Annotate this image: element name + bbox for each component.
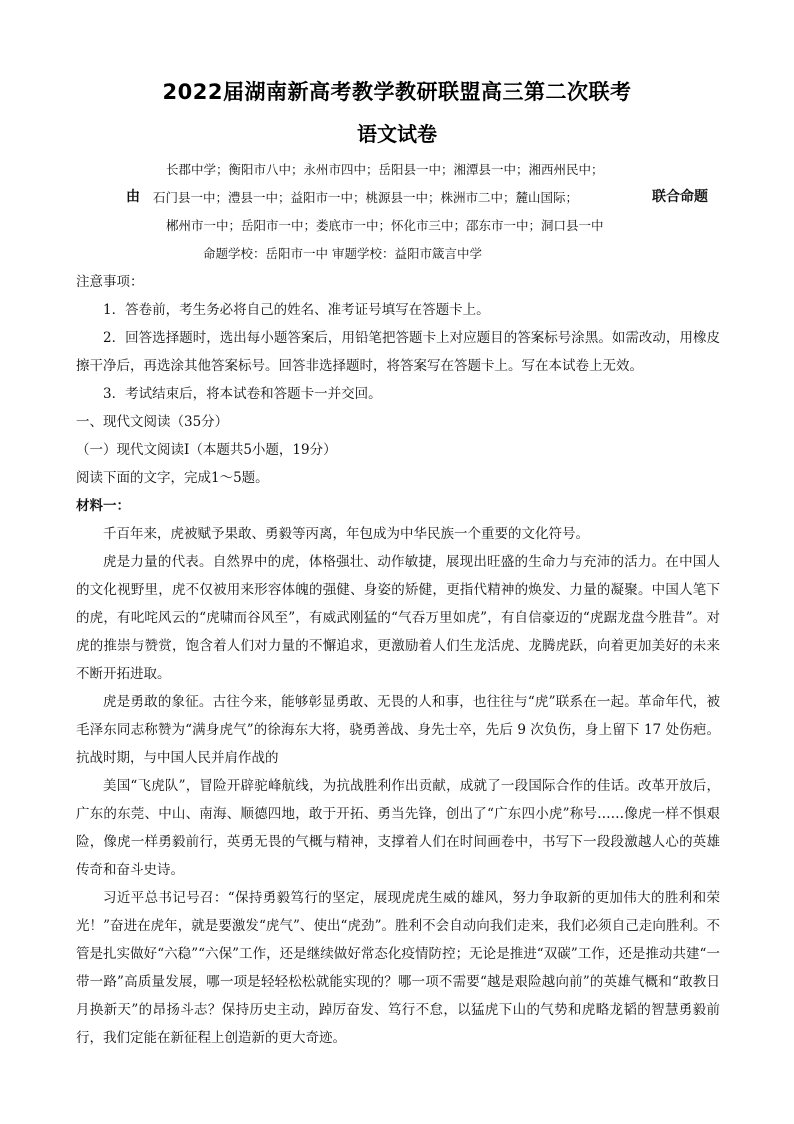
notes-heading: 注意事项：: [76, 274, 144, 290]
exam-title: 2022届湖南新高考教学教研联盟高三第二次联考: [162, 80, 632, 104]
schools-prefix: 由: [126, 189, 140, 205]
article-paragraph: 虎是力量的代表。自然界中的虎，体格强壮、动作敏捷，展现出旺盛的生命力与充沛的活力。在中国人的文化视野里，虎不仅被用来形容体魄的强健、身姿的矫健，更指代精神的焕发、力量的凝聚。中国人笔下的虎，有叱咤风云的“虎啸而谷风至”，有威武刚猛的“气吞万里如虎”，有自信豪迈的“虎踞龙盘今胜昔”。对虎的推崇与赞赏，饱含着人们对力量的不懈追求，更激励着人们生龙活虎、龙腾虎跃，向着更加美好的未来不断开拓进取。: [76, 554, 720, 682]
schools-line-3: 郴州市一中；岳阳市一中；娄底市一中；怀化市三中；邵东市一中；洞口县一中: [166, 218, 604, 233]
section-heading: 一、现代文阅读（35分）: [76, 414, 229, 430]
article-paragraph: 千百年来，虎被赋予果敢、勇毅等丙离，年包成为中华民族一个重要的文化符号。: [103, 526, 589, 542]
joint-proposition-label: 联合命题: [652, 189, 708, 205]
article-paragraph: 虎是勇敢的象征。古往今来，能够彰显勇敢、无畏的人和事，也往往与“虎”联系在一起。革命年代，被毛泽东同志称赞为“满身虎气”的徐海东大将，骁勇善战、身先士卒，先后 9 次负伤，身上留下 17 处伤疤。抗战时期，与中国人民并肩作战的: [76, 694, 720, 766]
note-item-3: 3．考试结束后，将本试卷和答题卡一并交回。: [103, 386, 382, 402]
reading-instruction: 阅读下面的文字，完成1～5题。: [76, 470, 269, 486]
material-label: 材料一：: [76, 498, 130, 514]
proposing-schools-line: 命题学校：岳阳市一中 审题学校：益阳市箴言中学: [203, 246, 482, 261]
exam-body: [76, 268, 720, 1052]
subsection-heading: （一）现代文阅读Ⅰ（本题共5小题，19分）: [76, 442, 337, 458]
exam-subtitle: 语文试卷: [357, 122, 437, 146]
article-paragraph: 习近平总书记号召：“保持勇毅笃行的坚定，展现虎虎生威的雄风，努力争取新的更加伟大的胜利和荣光！”奋进在虎年，就是要激发“虎气”、使出“虎劲”。胜利不会自动向我们走来，我们必须自己走向胜利。不管是扎实做好“六稳”“六保”工作，还是继续做好常态化疫情防控；无论是推进“双碳”工作，还是推动共建“一带一路”高质量发展，哪一项是轻轻松松就能实现的？哪一项不需要“越是艰险越向前”的英雄气概和“敢教日月换新天”的昂扬斗志？保持历史主动，踔厉奋发、笃行不怠，以猛虎下山的气势和虎略龙韬的智慧勇毅前行，我们定能在新征程上创造新的更大奇迹。: [76, 890, 720, 1046]
note-item-2: 2．回答选择题时，选出每小题答案后，用铅笔把答题卡上对应题目的答案标号涂黑。如需改动，用橡皮擦干净后，再选涂其他答案标号。回答非选择题时，将答案写在答题卡上。写在本试卷上无效。: [76, 330, 720, 374]
article-paragraph: 美国“飞虎队”，冒险开辟驼峰航线，为抗战胜利作出贡献，成就了一段国际合作的佳话。改革开放后，广东的东莞、中山、南海、顺德四地，敢于开拓、勇当先锋，创出了“广东四小虎”称号……像虎一样不惧艰险，像虎一样勇毅前行，英勇无畏的气概与精神，支撑着人们在时间画卷中，书写下一段段激越人心的英雄传奇和奋斗史诗。: [76, 778, 720, 878]
schools-line-1: 长郡中学；衡阳市八中；永州市四中；岳阳县一中；湘潭县一中；湘西州民中；: [166, 162, 604, 177]
note-item-1: 1．答卷前，考生务必将自己的姓名、准考证号填写在答题卡上。: [103, 302, 490, 318]
schools-line-2: 石门县一中；澧县一中；益阳市一中；桃源县一中；株洲市二中；麓山国际；: [153, 190, 579, 205]
